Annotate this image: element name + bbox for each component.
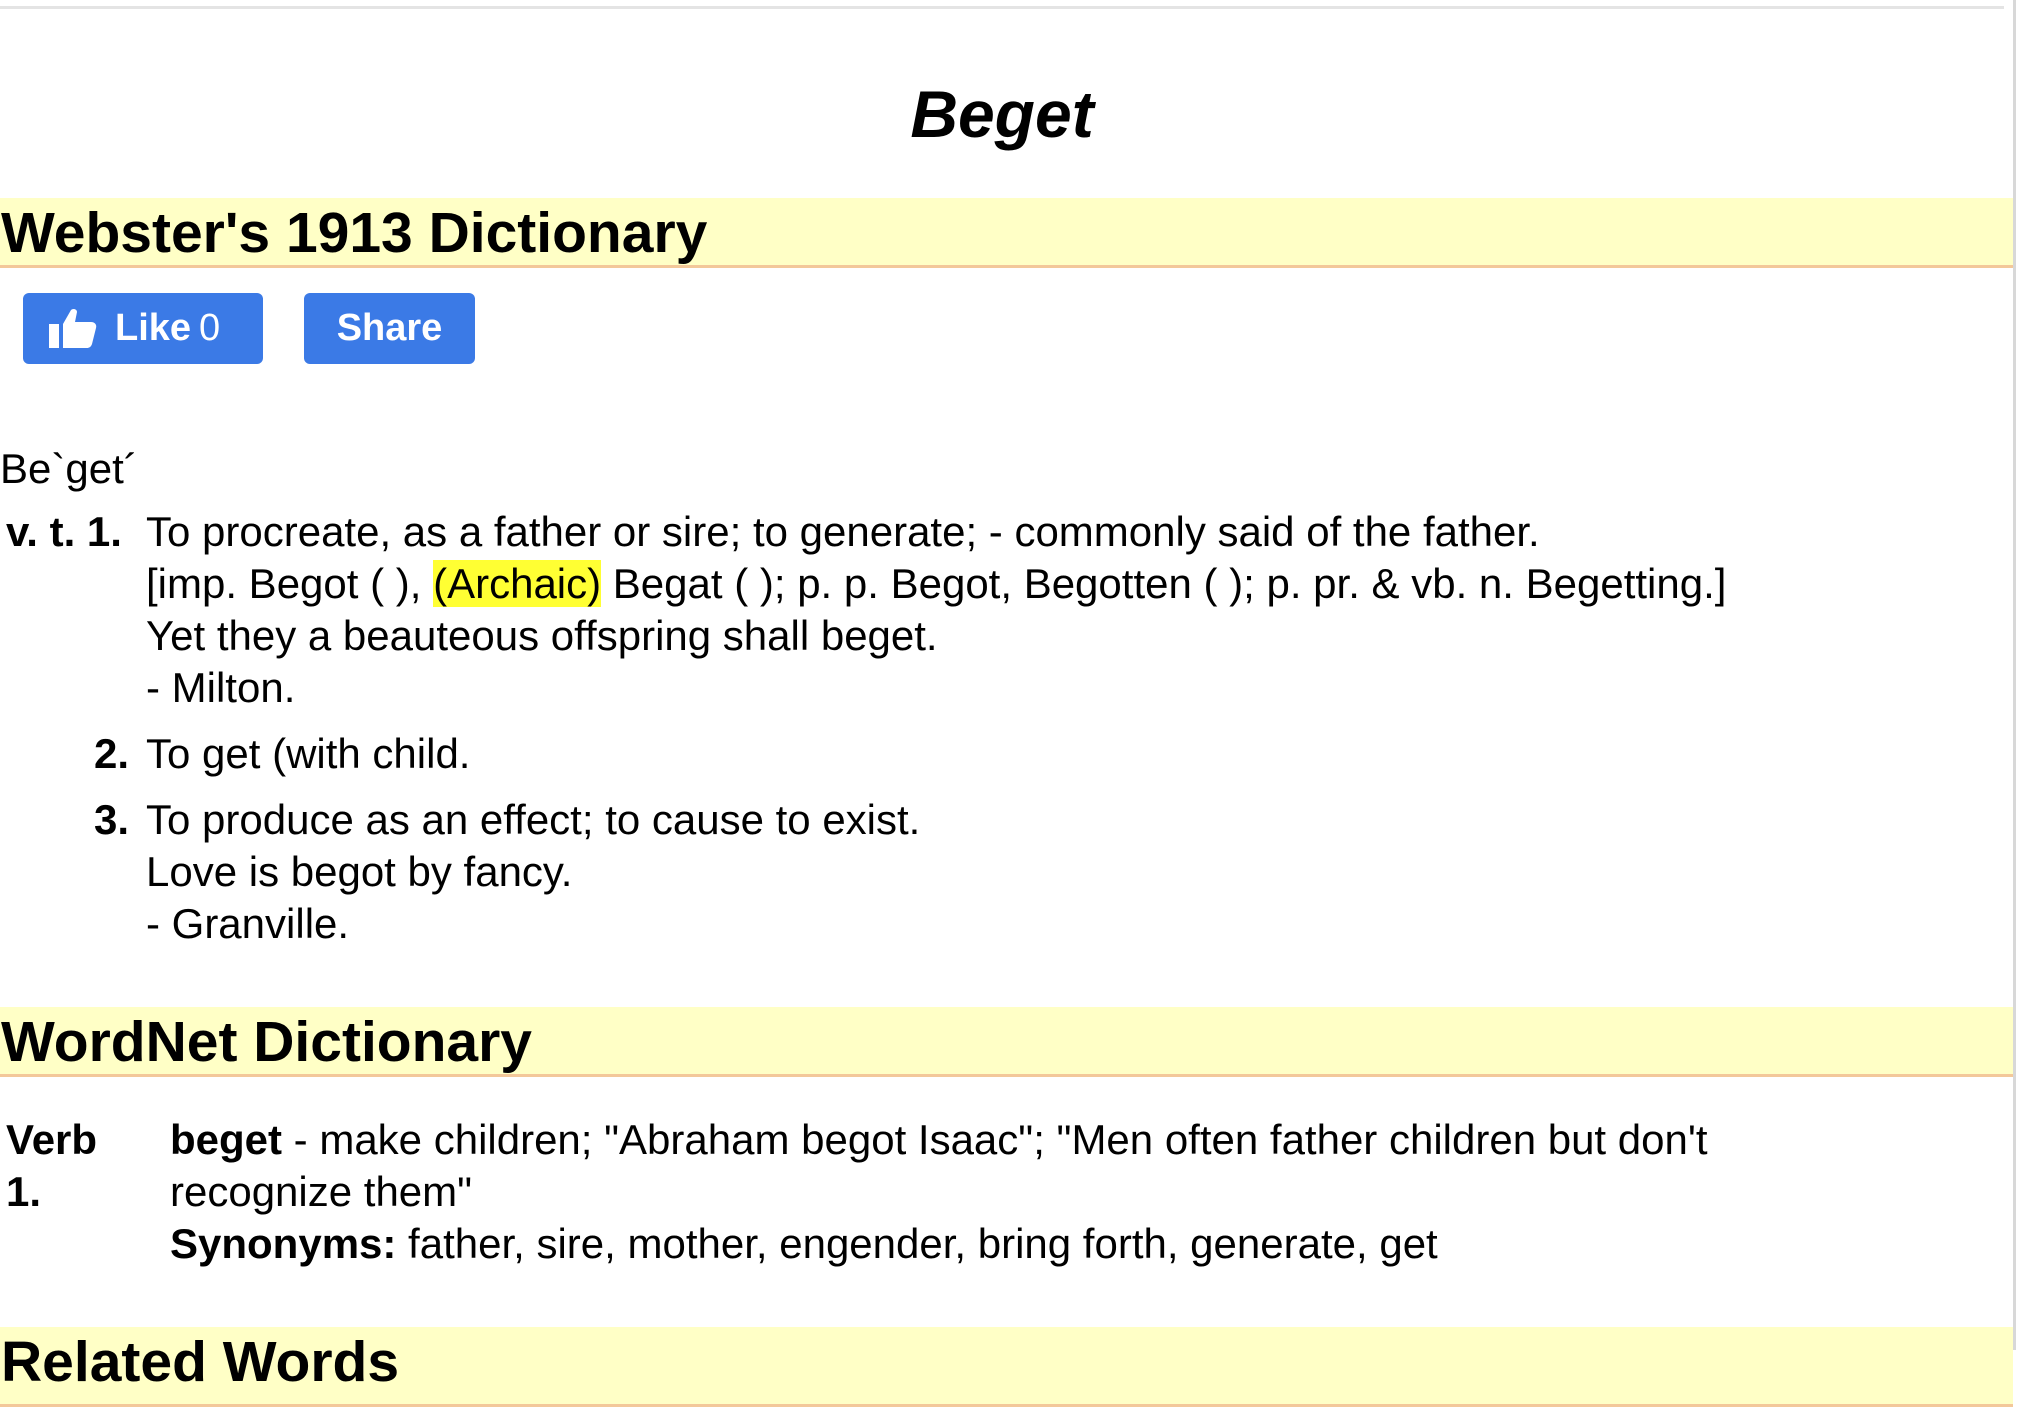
archaic-highlight: (Archaic)	[433, 560, 602, 607]
wordnet-def-line-1	[170, 1114, 1708, 1166]
wordnet-synonyms	[170, 1218, 1438, 1270]
sense-1-quote: Yet they a beauteous offspring shall beget.	[146, 612, 938, 659]
sense-3-text: To produce as an effect; to cause to exist.	[146, 796, 921, 843]
like-count: 0	[199, 307, 221, 349]
part-of-speech: v. t.	[6, 508, 76, 555]
sense-3-author: - Granville.	[146, 900, 350, 947]
sense-number: 1.	[86, 508, 122, 555]
webster-section-header: Webster's 1913 Dictionary	[0, 198, 2013, 268]
page-title: Beget	[910, 77, 1094, 151]
pronunciation: Be`get´	[0, 445, 138, 492]
wordnet-def-line-2: recognize them"	[170, 1168, 473, 1215]
facebook-like-button[interactable]	[23, 293, 263, 364]
scrollbar-edge	[2013, 0, 2016, 1350]
sense-1-text: To procreate, as a father or sire; to generate; - commonly said of the father.	[146, 508, 1540, 555]
synonyms-label: Synonyms:	[170, 1220, 397, 1267]
forms-before: [imp. Begot ( ),	[146, 560, 434, 607]
synonyms-list: father, sire, mother, engender, bring forth, generate, get	[396, 1220, 1438, 1267]
wordnet-section-header: WordNet Dictionary	[0, 1007, 2013, 1077]
like-label: Like	[115, 307, 192, 349]
wordnet-headword: beget	[170, 1116, 283, 1163]
related-words-section-header: Related Words	[0, 1327, 2013, 1407]
thumbs-up-icon	[49, 308, 97, 348]
forms-after: Begat ( ); p. p. Begot, Begotten ( ); p. pr. & vb. n. Begetting.]	[601, 560, 1727, 607]
sense-3-number: 3.	[94, 796, 130, 843]
sense-2-number: 2.	[94, 730, 130, 777]
sense-1-label	[6, 506, 131, 558]
sense-1-forms	[146, 558, 1726, 610]
wordnet-gloss-1: - make children; "Abraham begot Isaac"; "Men often father children but don't	[282, 1116, 1708, 1163]
sense-1-author: - Milton.	[146, 664, 296, 711]
sense-3-quote: Love is begot by fancy.	[146, 848, 573, 895]
wordnet-pos: Verb	[6, 1116, 98, 1163]
wordnet-sense-label	[6, 1114, 97, 1218]
wordnet-sense-number: 1.	[6, 1168, 42, 1215]
sense-2-text: To get (with child.	[146, 730, 471, 777]
facebook-share-button[interactable]: Share	[304, 293, 475, 364]
